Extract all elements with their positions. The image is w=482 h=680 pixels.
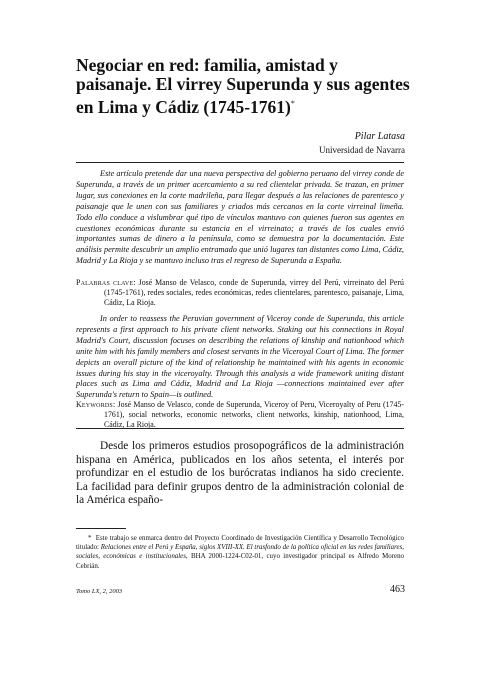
keywords-spanish: [76, 278, 404, 308]
keywords-english: [76, 400, 404, 430]
page-number: 463: [390, 584, 405, 595]
keywords-english-text: José Manso de Velasco, conde de Superunda, Viceroy of Peru, Viceroyalty of Peru (1745-1761), social networks, economic networks, client networks, kinship, nationhood, Lima, Cádiz, La Rioja.: [104, 400, 404, 429]
keywords-english-label: Keywords:: [76, 400, 116, 409]
footnote-text-1: Este trabajo se enmarca dentro del Proyecto Coordinado de Investigación Científica y Desarrollo Tecnológico titulado:: [76, 535, 405, 552]
footnote-text-2: BHA 2000-1224-C02-01, cuyo investigador principal es Alfredo Moreno Cebrián.: [76, 553, 404, 570]
body-paragraph: Desde los primeros estudios prosopográficos de la administración hispana en América, publicados en los años setenta, el interés por profundizar en el estudio de los burócratas indianos ha sido creciente. La facilidad para definir grupos dentro de la administración colonial de la América españo-: [76, 440, 404, 507]
footnote: [76, 534, 404, 571]
keywords-spanish-text: José Manso de Velasco, conde de Superunda, virrey del Perú, virreinato del Perú (1745-1761), redes sociales, redes económicas, redes clientelares, parentesco, paisanaje, Lima, Cádiz, La Rioja.: [104, 278, 404, 307]
footnote-rule: [76, 528, 126, 529]
abstract-spanish: Este artículo pretende dar una nueva perspectiva del gobierno peruano del virrey conde de Superunda, a través de un primer acercamiento a su red clientelar privada. Se trazan, en primer lugar, sus conexiones en la corte madrileña, para llegar después a las relaciones de parentesco y paisanaje que le unen con sus familiares y criados más cercanos en la corte virreinal limeña. Todo ello conduce a vislumbrar qué tipo de vínculos mantuvo con quienes fueron sus agentes en cuestiones económicas durante su estancia en el virreinato; a través de los cuales envió importantes sumas de dinero a la península, como se demuestra por la documentación. Este análisis permite descubrir un amplio entramado que unió lugares tan distantes como Lima, Cádiz, Madrid y La Rioja y se mantuvo incluso tras el regreso de Superunda a España.: [76, 169, 404, 266]
author-name: Pilar Latasa: [354, 131, 405, 142]
article-title-text: Negociar en red: familia, amistad y paisanaje. El virrey Superunda y sus agentes en Lima y Cádiz (1745-1761): [76, 55, 410, 117]
keywords-spanish-label: Palabras clave:: [76, 278, 136, 287]
footnote-italic-title: Relaciones entre el Perú y España, siglos XVIII-XX. El trasfondo de la política oficial en las redes familiares, sociales, económicas e institucionales,: [76, 544, 405, 561]
bottom-divider: [76, 428, 404, 429]
abstract-english: In order to reassess the Peruvian government of Viceroy conde de Superunda, this article represents a first approach to his private client networks. Staking out his connections in Royal Madrid's Court, discussion focuses on describing the relations of kinship and nationhood which unite him with his family members and closest servants in the Viceroyal Court of Lima. The former depicts an overall picture of the kind of relationship he maintained with his agents in economic issues during his stay in the viceroyalty. Through this analysis a wide framework uniting distant places such as Lima and Cádiz, Madrid and La Rioja —connections maintained ever after Superunda's return to Spain—is outlined.: [76, 314, 404, 400]
author-affiliation: Universidad de Navarra: [319, 145, 405, 155]
footnote-marker: *: [88, 535, 92, 542]
journal-folio: Tomo LX, 2, 2003: [76, 588, 123, 595]
article-title: [76, 56, 416, 117]
top-divider: [76, 162, 404, 163]
title-footnote-marker: *: [290, 99, 295, 108]
